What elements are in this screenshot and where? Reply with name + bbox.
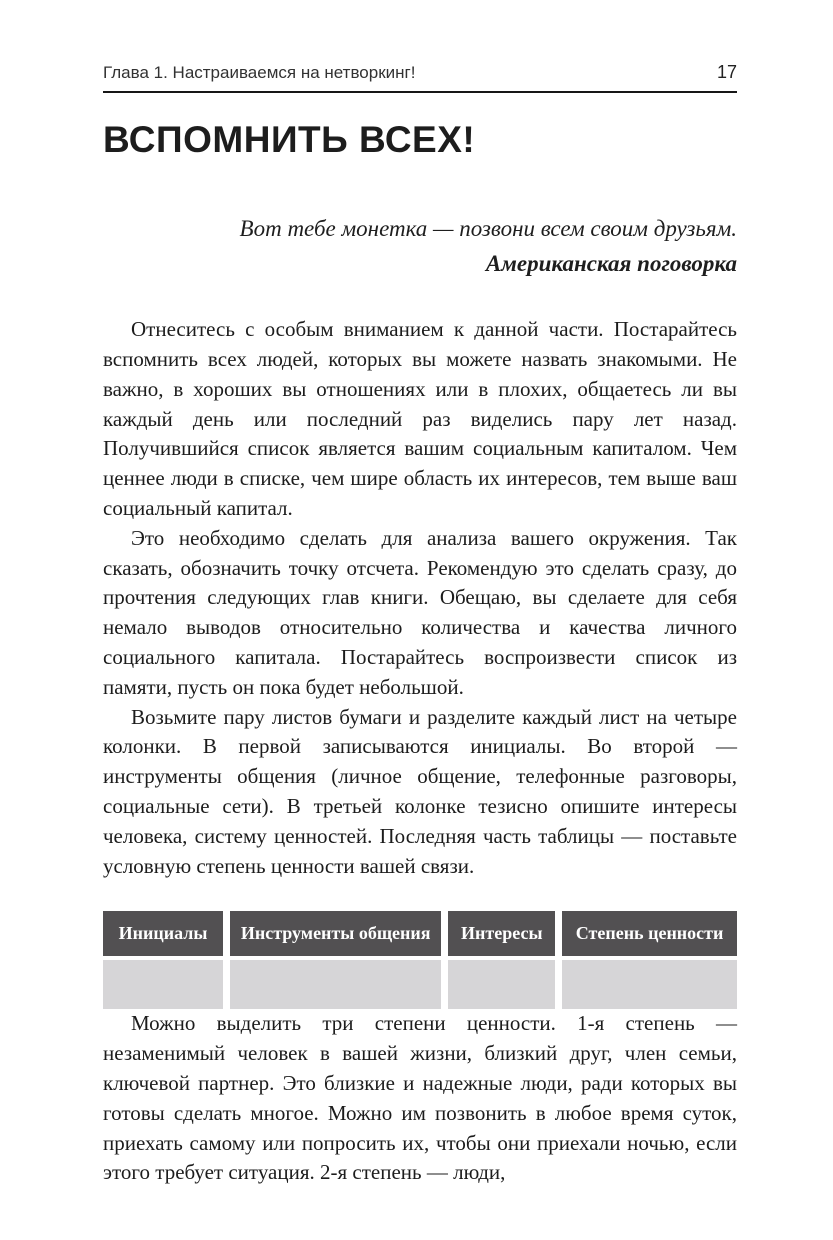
table-header-initials: Инициалы bbox=[103, 911, 223, 956]
body-paragraph-1: Отнеситесь с особым вниманием к данной части. Постарайтесь вспомнить всех людей, которых вы можете назвать знакомыми. Не важно, в хороших вы отношениях или в плохих, общаетесь ли вы каждый день или последний раз виделись пару лет назад. Получившийся список является вашим социальным капиталом. Чем ценнее люди в списке, чем шире область их интересов, тем выше ваш социальный капитал. bbox=[103, 317, 737, 521]
body-paragraph-2: Это необходимо сделать для анализа вашего окружения. Так сказать, обозначить точку отсчета. Рекомендую это сделать сразу, до прочтения следующих глав книги. Обещаю, вы сделаете для себя немало выводов относительно количества и качества личного социального капитала. Постарайтесь воспроизвести список из памяти, пусть он пока будет небольшой. bbox=[103, 525, 737, 699]
body-paragraph-4: Можно выделить три степени ценности. 1-я степень — незаменимый человек в вашей жизни, близкий друг, член семьи, ключевой партнер. Это близкие и надежные люди, ради которых вы готовы сделать многое. Можно им позвонить в любое время суток, приехать самому или попросить их, чтобы они приехали ночью, если этого требует ситуация. 2-я степень — люди, bbox=[103, 1011, 737, 1185]
body-paragraph-3: Возьмите пару листов бумаги и разделите каждый лист на четыре колонки. В первой записываются инициалы. Во второй — инструменты общения (личное общение, телефонные разговоры, социальные сети). В третьей колонке тезисно опишите интересы человека, систему ценностей. Последняя часть таблицы — поставьте условную степень ценности вашей связи. bbox=[103, 704, 737, 878]
table-empty-cell bbox=[562, 960, 737, 1009]
table-header-value-degree: Степень ценности bbox=[562, 911, 737, 956]
running-head-row bbox=[103, 62, 737, 84]
header-rule bbox=[103, 91, 737, 93]
epigraph-quote: Вот тебе монетка — позвони всем своим друзьям. bbox=[239, 216, 737, 242]
epigraph-attribution: Американская поговорка bbox=[485, 250, 737, 276]
epigraph bbox=[103, 212, 737, 281]
table-empty-cell bbox=[230, 960, 441, 1009]
contacts-table bbox=[103, 911, 737, 1009]
body-text bbox=[103, 315, 737, 1188]
page-number: 17 bbox=[716, 62, 737, 82]
table-header-communication-tools: Инструменты общения bbox=[230, 911, 441, 956]
page-title: ВСПОМНИТЬ ВСЕХ! bbox=[103, 118, 476, 160]
table-empty-cell bbox=[448, 960, 555, 1009]
table-empty-cell bbox=[103, 960, 223, 1009]
table-header-interests: Интересы bbox=[448, 911, 555, 956]
running-head: Глава 1. Настраиваемся на нетворкинг! bbox=[103, 63, 416, 82]
